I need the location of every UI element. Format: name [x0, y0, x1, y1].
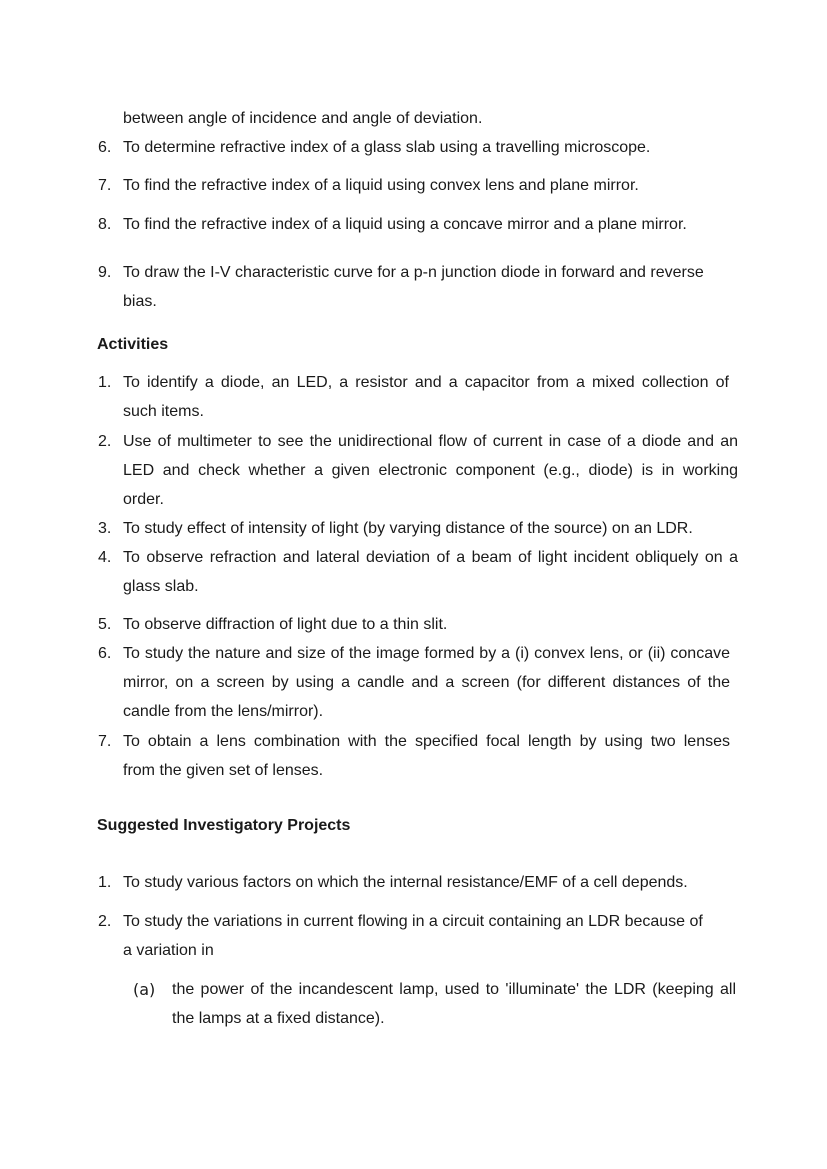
activity-6-text-line-2: mirror, on a screen by using a candle and a screen (for different distances of the — [123, 674, 730, 691]
project-2-text-line-1: To study the variations in current flowing in a circuit containing an LDR because of — [123, 913, 703, 930]
activity-2-text-line-3: order. — [123, 491, 164, 508]
activity-2-text-line-2: LED and check whether a given electronic component (e.g., diode) is in working — [123, 462, 738, 479]
activity-3-number: 3. — [98, 520, 112, 537]
activity-1-text-line-1: To identify a diode, an LED, a resistor and a capacitor from a mixed collection of — [123, 374, 729, 391]
activity-6-text-line-1: To study the nature and size of the image formed by a (i) convex lens, or (ii) concave — [123, 645, 730, 662]
experiment-6-text: To determine refractive index of a glass slab using a travelling microscope. — [123, 139, 651, 156]
activities-heading: Activities — [97, 336, 169, 353]
activity-5-text: To observe diffraction of light due to a thin slit. — [123, 616, 448, 633]
experiment-7-number: 7. — [98, 177, 112, 194]
experiment-5-continuation: between angle of incidence and angle of deviation. — [123, 110, 483, 127]
project-2-text-line-2: a variation in — [123, 942, 214, 959]
activity-4-text-line-1: To observe refraction and lateral deviation of a beam of light incident obliquely on a — [123, 549, 738, 566]
project-2-subitem-a-label: (a) — [133, 980, 156, 999]
projects-heading: Suggested Investigatory Projects — [97, 817, 351, 834]
project-2-subitem-a-text-line-2: the lamps at a fixed distance). — [172, 1010, 385, 1027]
activity-1-number: 1. — [98, 374, 112, 391]
project-2-number: 2. — [98, 913, 112, 930]
project-2-subitem-a-text-line-1: the power of the incandescent lamp, used to 'illuminate' the LDR (keeping all — [172, 981, 736, 998]
project-1-text: To study various factors on which the internal resistance/EMF of a cell depends. — [123, 874, 688, 891]
activity-1-text-line-2: such items. — [123, 403, 204, 420]
experiment-9-text-line-2: bias. — [123, 293, 157, 310]
experiment-8-number: 8. — [98, 216, 112, 233]
experiment-8-text: To find the refractive index of a liquid using a concave mirror and a plane mirror. — [123, 216, 687, 233]
experiment-6-number: 6. — [98, 139, 112, 156]
activity-4-number: 4. — [98, 549, 112, 566]
activity-5-number: 5. — [98, 616, 112, 633]
experiment-9-number: 9. — [98, 264, 112, 281]
project-1-number: 1. — [98, 874, 112, 891]
experiment-7-text: To find the refractive index of a liquid using convex lens and plane mirror. — [123, 177, 639, 194]
activity-4-text-line-2: glass slab. — [123, 578, 199, 595]
activity-6-number: 6. — [98, 645, 112, 662]
activity-7-number: 7. — [98, 733, 112, 750]
activity-2-number: 2. — [98, 433, 112, 450]
activity-3-text: To study effect of intensity of light (by varying distance of the source) on an LDR. — [123, 520, 693, 537]
activity-6-text-line-3: candle from the lens/mirror). — [123, 703, 324, 720]
activity-2-text-line-1: Use of multimeter to see the unidirectional flow of current in case of a diode and an — [123, 433, 738, 450]
experiment-9-text-line-1: To draw the I-V characteristic curve for a p-n junction diode in forward and reverse — [123, 264, 704, 281]
activity-7-text-line-2: from the given set of lenses. — [123, 762, 324, 779]
activity-7-text-line-1: To obtain a lens combination with the specified focal length by using two lenses — [123, 733, 730, 750]
